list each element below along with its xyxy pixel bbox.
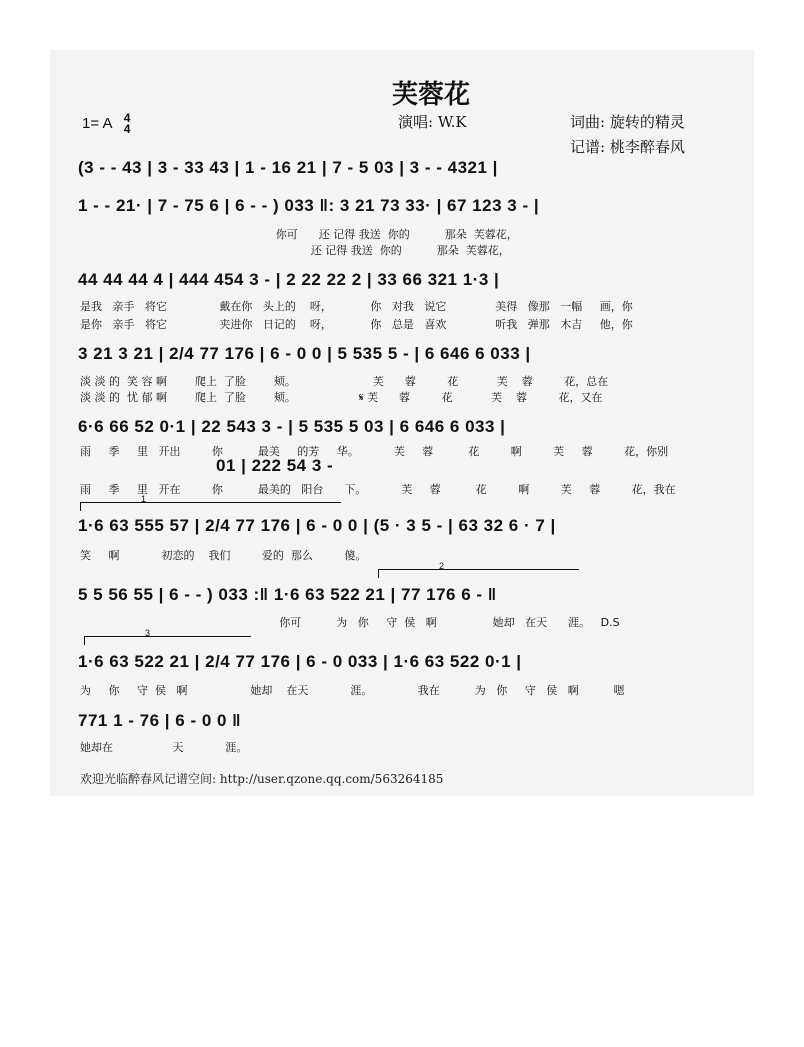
score-line-1: (3 - - 43 | 3 - 33 43 | 1 - 16 21 | 7 - 5 03 | 3 - - 4321 | (78, 158, 498, 177)
lyric-line-7: 雨 季 里 开出 你 最美 的芳 华。 芙 蓉 花 啊 芙 蓉 花，你别 (80, 445, 669, 458)
song-title: 芙蓉花 (392, 80, 471, 110)
transcriber-credit: 记谱: 桃李醉春风 (570, 138, 685, 156)
score-line-2: 1 - - 21· | 7 - 75 6 | 6 - - ) 033 ‖: 3 21 73 33· | 67 123 3 - | (78, 196, 540, 215)
lyric-line-6: 淡 淡 的 忧 郁 啊 爬上 了脸 颊。 𝄋 芙 蓉 花 芙 蓉 花，又在 (80, 391, 603, 404)
time-bottom: 4 (123, 122, 131, 136)
score-line-4: 3 21 3 21 | 2/4 77 176 | 6 - 0 0 | 5 535 5 - | 6 646 6 033 | (78, 344, 531, 363)
composer-credit: 词曲: 旋转的精灵 (570, 113, 685, 131)
lyric-line-1: 你可 还 记得 我送 你的 那朵 芙蓉花， (80, 228, 518, 241)
time-top: 4 (123, 111, 131, 125)
score-line-6: 1·6 63 555 57 | 2/4 77 176 | 6 - 0 0 | (5 · 3 5 - | 63 32 6 · 7 | (78, 516, 556, 535)
volta-bracket-2 (378, 561, 579, 578)
volta-label-1: 1 (141, 494, 147, 504)
lyric-line-12: 她却在 天 涯。 (80, 741, 248, 754)
lyric-line-3: 是我 亲手 将它 戴在你 头上的 呀， 你 对我 说它 美得 像那 一幅 画，你 (80, 300, 633, 313)
singer-credit: 演唱: W.K (398, 113, 467, 131)
lyric-line-9: 笑 啊 初恋的 我们 爱的 那么 傻。 (80, 549, 367, 562)
volta-label-3: 3 (145, 628, 151, 638)
volta-bracket-1 (80, 494, 341, 511)
footer-link-text: 欢迎光临醉春风记谱空间: http://user.qzone.qq.com/563264185 (80, 772, 444, 786)
score-line-alt: 01 | 222 54 3 - (216, 456, 334, 475)
lyric-line-10: 你可 为 你 守 侯 啊 她却 在天 涯。 D.S (80, 616, 620, 629)
score-line-5: 6·6 66 52 0·1 | 22 543 3 - | 5 535 5 03 | 6 646 6 033 | (78, 417, 506, 436)
score-line-8: 1·6 63 522 21 | 2/4 77 176 | 6 - 0 033 | 1·6 63 522 0·1 | (78, 652, 522, 671)
lyric-line-11: 为 你 守 侯 啊 她却 在天 涯。 我在 为 你 守 侯 啊 嗯 (80, 684, 625, 697)
lyric-line-2: 还 记得 我送 你的 那朵 芙蓉花， (80, 244, 510, 257)
score-line-7: 5 5 56 55 | 6 - - ) 033 :‖ 1·6 63 522 21 | 77 176 6 - ‖ (78, 585, 497, 604)
score-line-3: 44 44 44 4 | 444 454 3 - | 2 22 22 2 | 33 66 321 1·3 | (78, 270, 500, 289)
key-label: 1= A (82, 114, 112, 132)
lyric-line-8: 雨 季 里 开在 你 最美的 阳台 下。 芙 蓉 花 啊 芙 蓉 花，我在 (80, 483, 676, 496)
score-line-9: 771 1 - 76 | 6 - 0 0 ‖ (78, 711, 242, 730)
lyric-line-5: 淡 淡 的 笑 容 啊 爬上 了脸 颊。 芙 蓉 花 芙 蓉 花，总在 (80, 375, 609, 388)
volta-bracket-3 (84, 628, 251, 645)
lyric-line-4: 是你 亲手 将它 夹进你 日记的 呀， 你 总是 喜欢 听我 弹那 木吉 他，你 (80, 318, 633, 331)
volta-label-2: 2 (439, 561, 445, 571)
key-signature (82, 113, 130, 135)
time-signature (124, 113, 131, 135)
